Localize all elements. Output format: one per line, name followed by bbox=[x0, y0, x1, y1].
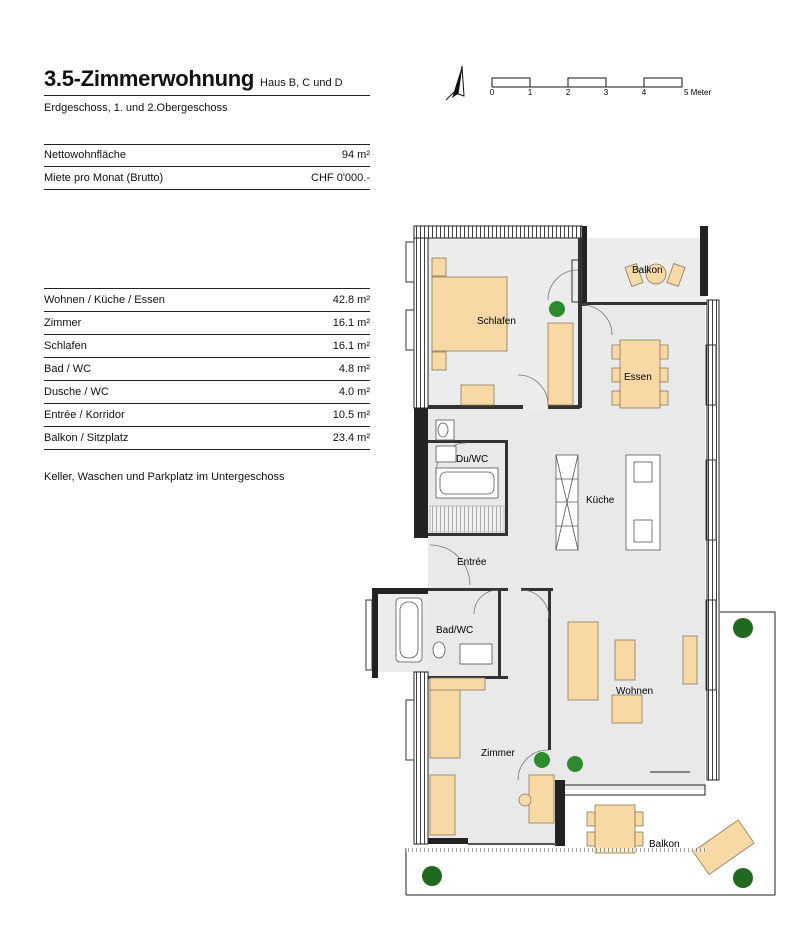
bed-zimmer bbox=[430, 686, 460, 758]
summary-value: 94 m² bbox=[341, 149, 370, 161]
label-balkon-top: Balkon bbox=[632, 265, 663, 276]
room-area: 16.1 m² bbox=[332, 317, 370, 329]
basement-note: Keller, Waschen und Parkplatz im Untergeschoss bbox=[44, 471, 285, 483]
title-houses: Haus B, C und D bbox=[260, 77, 343, 89]
bed-schlafen bbox=[432, 277, 507, 351]
label-kueche: Küche bbox=[586, 495, 615, 506]
label-entree: Entrée bbox=[457, 557, 487, 568]
scale-tick: 2 bbox=[565, 88, 571, 97]
room-area: 23.4 m² bbox=[332, 432, 370, 444]
floors-subtitle: Erdgeschoss, 1. und 2.Obergeschoss bbox=[44, 102, 228, 114]
scale-tick: 1 bbox=[527, 88, 533, 97]
room-label: Wohnen / Küche / Essen bbox=[44, 294, 165, 306]
room-area: 4.0 m² bbox=[338, 386, 370, 398]
scale-tick: 5 Meter bbox=[684, 88, 712, 97]
label-wohnen: Wohnen bbox=[616, 686, 654, 697]
room-area: 16.1 m² bbox=[332, 340, 370, 352]
scale-tick: 3 bbox=[603, 88, 609, 97]
label-zimmer: Zimmer bbox=[481, 748, 515, 759]
summary-value: CHF 0'000.- bbox=[311, 172, 370, 184]
dining-table-bottom bbox=[595, 805, 635, 853]
label-balkon-bottom: Balkon bbox=[649, 839, 680, 850]
sofa bbox=[568, 622, 598, 700]
label-schlafen: Schlafen bbox=[477, 316, 516, 327]
title-main: 3.5-Zimmerwohnung bbox=[44, 66, 255, 91]
summary-label: Miete pro Monat (Brutto) bbox=[44, 172, 164, 184]
summary-label: Nettowohnfläche bbox=[44, 149, 126, 161]
room-area: 10.5 m² bbox=[332, 409, 370, 421]
room-label: Balkon / Sitzplatz bbox=[44, 432, 129, 444]
room-label: Bad / WC bbox=[44, 363, 92, 375]
label-essen: Essen bbox=[624, 372, 652, 383]
room-label: Entrée / Korridor bbox=[44, 409, 125, 421]
room-label: Zimmer bbox=[44, 317, 82, 329]
room-area: 42.8 m² bbox=[332, 294, 370, 306]
room-area: 4.8 m² bbox=[338, 363, 370, 375]
room-label: Dusche / WC bbox=[44, 386, 109, 398]
scale-tick: 0 bbox=[489, 88, 495, 97]
label-du-wc: Du/WC bbox=[456, 454, 489, 465]
scale-tick: 4 bbox=[641, 88, 647, 97]
label-bad-wc: Bad/WC bbox=[436, 625, 474, 636]
room-label: Schlafen bbox=[44, 340, 87, 352]
